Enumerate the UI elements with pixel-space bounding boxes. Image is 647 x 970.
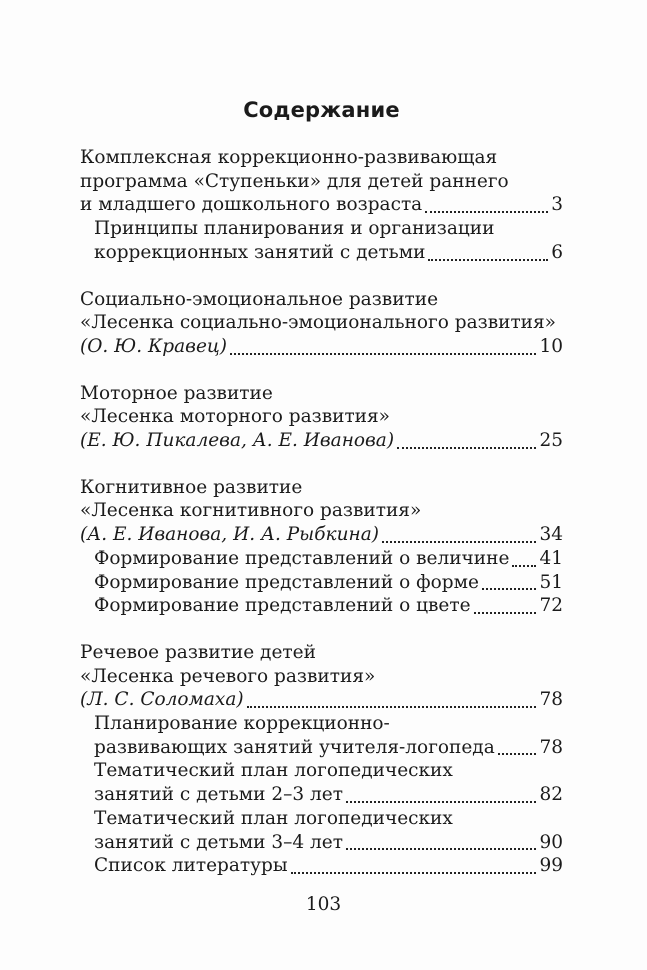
dot-leader	[428, 259, 548, 261]
dot-leader	[382, 541, 537, 543]
toc-entry-line	[80, 241, 563, 265]
toc-page-number: 34	[539, 524, 563, 546]
toc-entry-text: (А. Е. Иванова, И. А. Рыбкина)	[80, 524, 379, 546]
dot-leader	[346, 801, 536, 803]
toc-page-number: 10	[539, 335, 563, 357]
toc-entry-line	[80, 807, 563, 831]
toc-entry-line	[80, 311, 563, 335]
toc-page-number: 82	[539, 784, 563, 806]
toc-entry-text: коррекционных занятий с детьми	[94, 241, 426, 263]
dot-leader	[346, 848, 536, 850]
toc-entry-text: Когнитивное развитие	[80, 476, 303, 498]
dot-leader	[397, 447, 536, 449]
toc-entry-line	[80, 831, 563, 855]
toc-entry-text: Моторное развитие	[80, 382, 273, 404]
dot-leader	[291, 872, 537, 874]
toc-entry-line	[80, 665, 563, 689]
toc-entry-line	[80, 335, 563, 359]
toc-entry-text: Формирование представлений о форме	[94, 571, 479, 593]
toc-page-number: 6	[551, 241, 563, 263]
toc-entry-line	[80, 405, 563, 429]
toc-page-number: 3	[551, 194, 563, 216]
toc-entry-text: Тематический план логопедических	[94, 760, 453, 782]
toc-entry-line	[80, 594, 563, 618]
toc-entry-line	[80, 759, 563, 783]
toc-entry-line	[80, 146, 563, 170]
toc-section	[80, 288, 563, 359]
toc-entry-text: Речевое развитие детей	[80, 641, 316, 663]
toc-page-number: 78	[539, 689, 563, 711]
page-title: Содержание	[243, 98, 400, 122]
toc-entry-text: программа «Ступеньки» для детей раннего	[80, 170, 509, 192]
dot-leader	[512, 565, 536, 567]
toc-entry-text: Формирование представлений о цвете	[94, 595, 471, 617]
toc-entry-text: (О. Ю. Кравец)	[80, 335, 228, 357]
toc-page-number: 51	[539, 571, 563, 593]
toc-entry-text: и младшего дошкольного возраста	[80, 194, 423, 216]
toc-page-number: 99	[539, 855, 563, 877]
toc-entry-line	[80, 783, 563, 807]
toc-section	[80, 476, 563, 618]
toc-page-number: 78	[539, 736, 563, 758]
toc-entry-text: Планирование коррекционно-	[94, 713, 390, 735]
toc-entry-text: Тематический план логопедических	[94, 807, 453, 829]
toc-entry-line	[80, 523, 563, 547]
toc-entry-text: занятий с детьми 2–3 лет	[94, 784, 343, 806]
toc-entry-line	[80, 736, 563, 760]
toc-entry-text: Формирование представлений о величине	[94, 547, 510, 569]
toc-entry-text: Социально-эмоциональное развитие	[80, 288, 439, 310]
dot-leader	[230, 353, 536, 355]
dot-leader	[425, 211, 548, 213]
toc-entry-line	[80, 382, 563, 406]
toc-entry-text: Принципы планирования и организации	[94, 218, 495, 240]
toc-page-number: 90	[539, 831, 563, 853]
toc-entry-line	[80, 547, 563, 571]
table-of-contents	[80, 146, 563, 878]
toc-entry-line	[80, 288, 563, 312]
toc-entry-line	[80, 499, 563, 523]
toc-section	[80, 382, 563, 453]
toc-entry-line	[80, 641, 563, 665]
toc-entry-text: «Лесенка когнитивного развития»	[80, 500, 422, 522]
toc-entry-text: Список литературы	[94, 855, 288, 877]
toc-entry-text: (Е. Ю. Пикалева, А. Е. Иванова)	[80, 430, 395, 452]
toc-entry-text: развивающих занятий учителя-логопеда	[94, 736, 495, 758]
toc-entry-line	[80, 217, 563, 241]
toc-page-number: 25	[539, 430, 563, 452]
toc-entry-line	[80, 193, 563, 217]
toc-entry-text: «Лесенка социально-эмоционального развития»	[80, 312, 556, 334]
toc-entry-line	[80, 170, 563, 194]
dot-leader	[498, 753, 537, 755]
dot-leader	[474, 612, 537, 614]
toc-entry-line	[80, 571, 563, 595]
dot-leader	[247, 706, 537, 708]
footer-page-number: 103	[305, 894, 342, 915]
toc-entry-text: занятий с детьми 3–4 лет	[94, 831, 343, 853]
toc-entry-line	[80, 854, 563, 878]
toc-entry-text: Комплексная коррекционно-развивающая	[80, 147, 498, 168]
toc-entry-line	[80, 688, 563, 712]
toc-entry-line	[80, 429, 563, 453]
toc-section	[80, 146, 563, 265]
toc-entry-line	[80, 476, 563, 500]
toc-section	[80, 641, 563, 878]
toc-entry-line	[80, 712, 563, 736]
toc-entry-text: «Лесенка моторного развития»	[80, 406, 391, 428]
dot-leader	[482, 588, 537, 590]
toc-page-number: 72	[539, 595, 563, 617]
toc-page-number: 41	[539, 547, 563, 569]
toc-entry-text: «Лесенка речевого развития»	[80, 665, 376, 687]
toc-entry-text: (Л. С. Соломаха)	[80, 689, 244, 711]
